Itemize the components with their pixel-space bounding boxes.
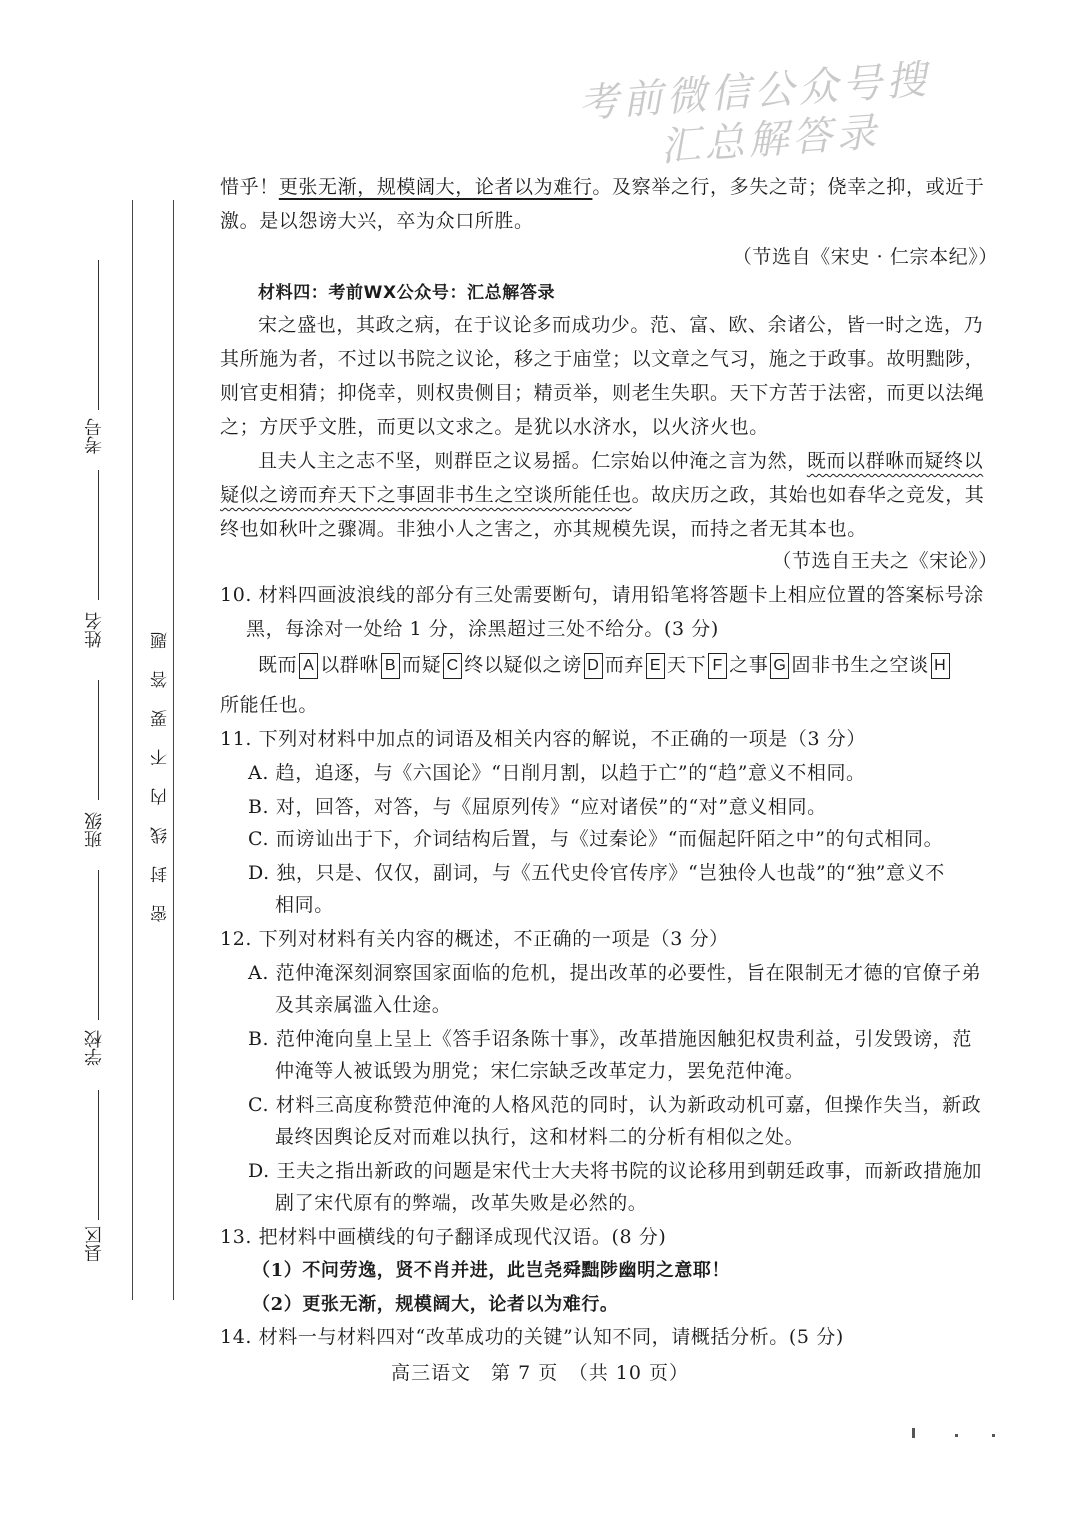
section4-p2-line-1 (258, 444, 983, 478)
exam-number-label: 考号 (84, 418, 105, 454)
q10-segment: 而疑 (402, 654, 442, 676)
section4-source: （节选自王夫之《宋论》） (772, 550, 998, 572)
q12-option-b-line-1[interactable]: B. 范仲淹向皇上呈上《答手诏条陈十事》，改革措施因触犯权贵利益，引发毁谤，范 (248, 1028, 972, 1050)
section4-line-3: 则官吏相猜；抑侥幸，则权贵侧目；精贡举，则老生失职。天下方苦于法密，而更以法绳 (220, 382, 985, 404)
section4-line-4: 之；方厌乎文胜，而更以文求之。是犹以水济水，以火济火也。 (220, 416, 769, 438)
watermark-line-2: 汇总解答录 (658, 109, 882, 171)
section3-line-1 (220, 170, 984, 204)
q10-box-d[interactable]: D (584, 653, 603, 679)
q13-sentence-2: （2）更张无渐，规模阔大，论者以为难行。 (252, 1294, 619, 1315)
district-label: 县区 (84, 1226, 105, 1262)
section4-p2-b: 。故庆历之政，其始也如春华之竞发，其 (631, 484, 985, 506)
section4-heading: 材料四：考前WX公众号：汇总解答录 (258, 283, 556, 303)
class-blank[interactable] (98, 680, 99, 800)
q12-stem: 12. 下列对材料有关内容的概述，不正确的一项是（3 分） (220, 928, 729, 950)
section4-line-1: 宋之盛也，其政之病，在于议论多而成功少。范、富、欧、余诸公，皆一时之选，乃 (258, 314, 984, 336)
wavy-passage-1: 既而以群咻而疑终以 (806, 450, 984, 472)
q12-option-a-line-2: 及其亲属滥入仕途。 (275, 994, 452, 1016)
school-label: 学校 (84, 1030, 105, 1066)
q10-segment: 以群咻 (320, 654, 380, 676)
name-label: 姓名 (84, 612, 105, 648)
section3-source: （节选自《宋史 · 仁宗本纪》） (732, 246, 998, 268)
q11-option-c[interactable]: C. 而谤讪出于下，介词结构后置，与《过秦论》“而倔起阡陌之中”的句式相同。 (248, 828, 944, 850)
q13-sentence-1: （1）不问劳逸，贤不肖并进，此岂尧舜黜陟幽明之意耶！ (252, 1260, 731, 1281)
q12-option-c-line-1[interactable]: C. 材料三高度称赞范仲淹的人格风范的同时，认为新政动机可嘉，但操作失当，新政 (248, 1094, 982, 1116)
q10-box-f[interactable]: F (708, 653, 727, 679)
class-label: 班级 (84, 812, 105, 848)
district-blank[interactable] (98, 1090, 99, 1220)
wavy-passage-2: 疑似之谤而弃天下之事固非书生之空谈所能任也 (220, 484, 632, 506)
scan-mark (912, 1428, 915, 1438)
watermark-line-1: 考前微信公众号搜 (577, 56, 932, 128)
q11-stem: 11. 下列对材料中加点的词语及相关内容的解说，不正确的一项是（3 分） (220, 728, 866, 750)
scan-mark (955, 1434, 958, 1437)
q12-option-c-line-2: 最终因舆论反对而难以执行，这和材料二的分析有相似之处。 (275, 1126, 805, 1148)
underlined-sentence-2: 更张无渐，规模阔大，论者以为难行 (278, 176, 593, 198)
q10-segment: 天下 (667, 654, 707, 676)
q11-option-a[interactable]: A. 趋，追逐，与《六国论》“日削月割，以趋于亡”的“趋”意义不相同。 (248, 762, 866, 784)
q11-option-d-line-2: 相同。 (275, 894, 334, 916)
q10-tail: 所能任也。 (220, 694, 319, 716)
section4-p2-line-3: 终也如秋叶之骤凋。非独小人之害之，亦其规模先误，而持之者无其本也。 (220, 518, 867, 540)
q12-option-a-line-1[interactable]: A. 范仲淹深刻洞察国家面临的危机，提出改革的必要性，旨在限制无才德的官僚子弟 (248, 962, 982, 984)
section4-p2-a: 且夫人主之志不坚，则群臣之议易摇。仁宗始以仲淹之言为然， (258, 450, 807, 472)
q10-segment: 而弃 (604, 654, 645, 676)
q10-box-h[interactable]: H (931, 653, 950, 679)
page-footer: 高三语文 第 7 页 （共 10 页） (391, 1362, 689, 1384)
q10-box-a[interactable]: A (299, 653, 318, 679)
school-blank[interactable] (98, 870, 99, 1020)
q14-stem: 14. 材料一与材料四对“改革成功的关键”认知不同，请概括分析。(5 分) (220, 1326, 844, 1348)
q10-box-c[interactable]: C (443, 653, 462, 679)
q12-option-d-line-1[interactable]: D. 王夫之指出新政的问题是宋代士大夫将书院的议论移用到朝廷政事，而新政措施加 (248, 1160, 983, 1182)
q10-box-g[interactable]: G (770, 653, 789, 679)
q11-option-b[interactable]: B. 对，回答，对答，与《屈原列传》“应对诸侯”的“对”意义相同。 (248, 796, 827, 818)
q12-option-b-line-2: 仲淹等人被诋毁为朋党；宋仁宗缺乏改革定力，罢免范仲淹。 (275, 1060, 805, 1082)
q10-line-1: 10. 材料四画波浪线的部分有三处需要断句，请用铅笔将答题卡上相应位置的答案标号涂 (220, 584, 984, 606)
section3-p1-b: 。及察举之行，多失之苛；侥幸之抑，或近于 (592, 176, 985, 198)
scan-mark (992, 1434, 995, 1437)
section3-p1-a: 惜乎！ (220, 176, 279, 198)
q10-sentence-boxes (258, 648, 952, 682)
section4-line-2: 其所施为者，不过以书院之议论，移之于庙堂；以文章之气习，施之于政事。故明黜陟， (220, 348, 985, 370)
q10-segment: 既而 (258, 654, 298, 676)
exam-number-blank[interactable] (98, 260, 99, 410)
name-blank[interactable] (98, 470, 99, 600)
section4-p2-line-2 (220, 478, 984, 512)
q10-segment: 终以疑似之谤 (464, 654, 582, 676)
q10-box-b[interactable]: B (381, 653, 400, 679)
q12-option-d-line-2: 剧了宋代原有的弊端，改革失败是必然的。 (275, 1192, 648, 1214)
seal-line-right (173, 200, 174, 1300)
q10-line-2: 黑，每涂对一处给 1 分，涂黑超过三处不给分。(3 分) (246, 618, 719, 640)
seal-line-left (132, 200, 133, 1300)
q10-segment: 固非书生之空谈 (791, 654, 929, 676)
q10-segment: 之事 (729, 654, 769, 676)
q11-option-d-line-1[interactable]: D. 独，只是、仅仅，副词，与《五代史伶官传序》“岂独伶人也哉”的“独”意义不 (248, 862, 945, 884)
section3-line-2: 激。是以怨谤大兴，卒为众口所胜。 (220, 210, 534, 232)
q13-stem: 13. 把材料中画横线的句子翻译成现代汉语。(8 分) (220, 1226, 667, 1248)
seal-notice: 密封线内不要答题 (151, 610, 171, 922)
q10-box-e[interactable]: E (646, 653, 665, 679)
